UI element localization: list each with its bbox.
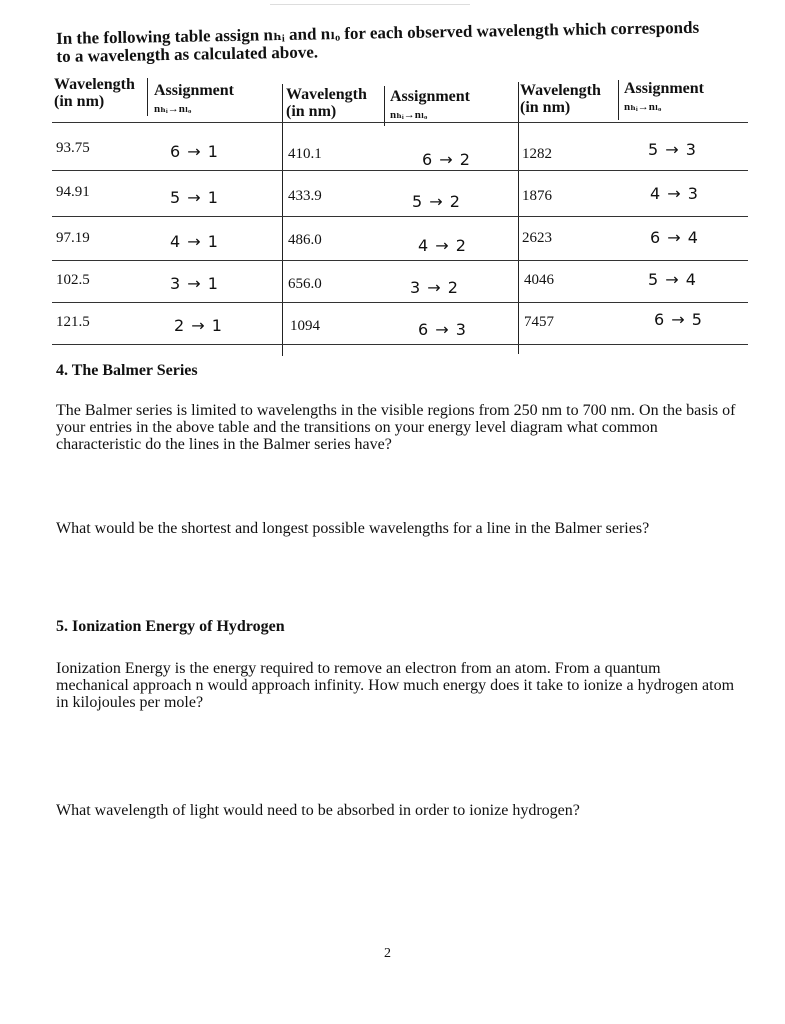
wavelength-cell: 93.75 [56, 140, 90, 156]
wavelength-cell: 121.5 [56, 314, 90, 330]
row-rule [52, 122, 748, 123]
row-rule [52, 302, 748, 303]
wavelength-cell: 410.1 [288, 146, 322, 162]
wavelength-cell: 433.9 [288, 188, 322, 204]
balmer-question-2: What would be the shortest and longest possible wavelengths for a line in the Balmer series? [56, 520, 650, 537]
assignment-handwritten: 6 → 1 [170, 142, 219, 161]
row-rule [52, 260, 748, 261]
wavelength-cell: 1094 [290, 318, 320, 334]
wavelength-cell: 656.0 [288, 276, 322, 292]
intro-line-2: to a wavelength as calculated above. [56, 42, 319, 66]
wavelength-cell: 102.5 [56, 272, 90, 288]
assignment-handwritten: 4 → 3 [650, 184, 699, 203]
assignment-handwritten: 4 → 2 [418, 236, 467, 255]
wavelength-cell: 1876 [522, 188, 552, 204]
wavelength-cell: 1282 [522, 146, 552, 162]
balmer-section-title: 4. The Balmer Series [56, 362, 198, 379]
assignment-handwritten: 6 → 5 [654, 310, 703, 329]
assignment-handwritten: 6 → 2 [422, 150, 471, 169]
wavelength-cell: 486.0 [288, 232, 322, 248]
header-divider [147, 78, 148, 116]
wavelength-cell: 97.19 [56, 230, 90, 246]
assignment-handwritten: 4 → 1 [170, 232, 219, 251]
ionization-section-title: 5. Ionization Energy of Hydrogen [56, 618, 285, 635]
assignment-handwritten: 3 → 1 [170, 274, 219, 293]
assignment-handwritten: 5 → 4 [648, 270, 697, 289]
balmer-question-1: The Balmer series is limited to wavelengths in the visible regions from 250 nm to 700 nm. On the basis of your entries in the above table and the transitions on your energy level diagram what common characteristic do the lines in the Balmer series have? [56, 402, 736, 453]
header-assignment-3: Assignment nₕᵢ→nₗₒ [624, 80, 705, 113]
assignment-handwritten: 5 → 1 [170, 188, 219, 207]
header-divider [618, 80, 619, 120]
header-divider [384, 86, 385, 126]
header-assignment-1: Assignment nₕᵢ→nₗₒ [154, 82, 235, 115]
assignment-handwritten: 3 → 2 [410, 278, 459, 297]
wavelength-cell: 4046 [524, 272, 554, 288]
wavelength-cell: 2623 [522, 230, 552, 246]
ionization-question-2: What wavelength of light would need to be absorbed in order to ionize hydrogen? [56, 802, 580, 819]
wavelength-cell: 94.91 [56, 184, 90, 200]
header-assignment-2: Assignment nₕᵢ→nₗₒ [390, 88, 471, 121]
intro-text [56, 18, 737, 66]
row-rule [52, 170, 748, 171]
row-rule [52, 344, 748, 345]
assignment-handwritten: 2 → 1 [174, 316, 223, 335]
assignment-handwritten: 6 → 3 [418, 320, 467, 339]
header-wavelength-2: Wavelength (in nm) [286, 86, 367, 120]
ionization-question-1: Ionization Energy is the energy required to remove an electron from an atom. From a quantum mechanical approach n would approach infinity. How much energy does it take to ionize a hydrogen atom in kilojoules per mole? [56, 660, 735, 711]
page-number: 2 [384, 946, 391, 961]
wavelength-cell: 7457 [524, 314, 554, 330]
assignment-handwritten: 5 → 3 [648, 140, 697, 159]
intro-line-1: In the following table assign nₕᵢ and nₗₒ for each observed wavelength which corresponds [55, 17, 700, 48]
row-rule [52, 216, 748, 217]
header-wavelength-3: Wavelength (in nm) [520, 82, 601, 116]
assignment-handwritten: 5 → 2 [412, 192, 461, 211]
assignment-handwritten: 6 → 4 [650, 228, 699, 247]
scan-edge-line [270, 4, 470, 5]
column-divider [282, 84, 283, 356]
header-wavelength-1: Wavelength (in nm) [54, 76, 135, 110]
